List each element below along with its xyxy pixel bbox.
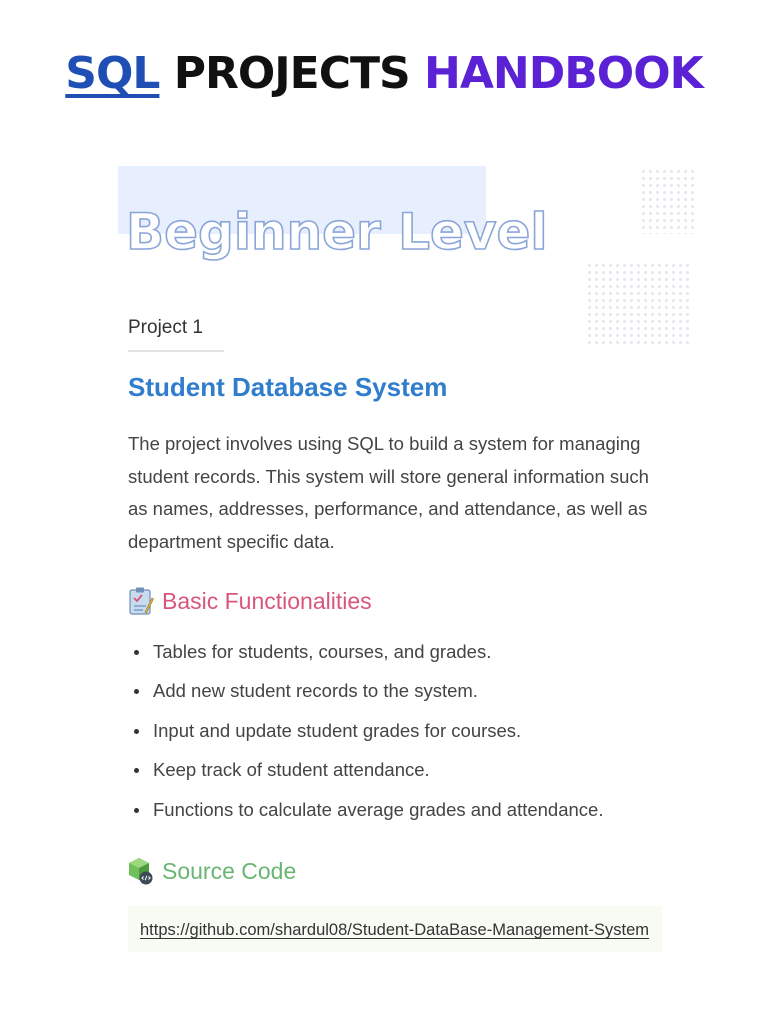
clipboard-icon — [128, 586, 154, 616]
project-description: The project involves using SQL to build a system for managing student records. This system will store general information such as names, addresses, performance, and attendance, as well as department specific data. — [128, 433, 649, 552]
source-code-link[interactable]: https://github.com/shardul08/Student-DataBase-Management-System — [140, 921, 650, 939]
list-item: Add new student records to the system. — [132, 671, 603, 710]
code-cube-icon — [128, 856, 154, 886]
functionalities-heading — [128, 584, 372, 618]
handbook-header — [0, 44, 768, 104]
list-item: Tables for students, courses, and grades. — [132, 632, 603, 671]
header-word-projects: PROJECTS — [173, 48, 410, 99]
source-code-heading — [128, 854, 296, 888]
level-title: Beginner Level — [126, 203, 548, 261]
project-title: Student Database System — [128, 372, 448, 402]
list-item: Functions to calculate average grades and attendance. — [132, 790, 603, 829]
dot-pattern-decoration — [586, 262, 690, 348]
dot-pattern-decoration — [640, 168, 696, 234]
header-word-handbook: HANDBOOK — [424, 48, 703, 99]
divider — [128, 350, 224, 352]
list-item: Input and update student grades for courses. — [132, 711, 603, 750]
source-code-heading-text: Source Code — [162, 858, 297, 884]
list-item: Keep track of student attendance. — [132, 750, 603, 789]
project-number-label: Project 1 — [128, 317, 203, 338]
functionalities-list — [132, 632, 603, 829]
header-word-sql: SQL — [65, 48, 160, 99]
functionalities-heading-text: Basic Functionalities — [162, 588, 372, 614]
